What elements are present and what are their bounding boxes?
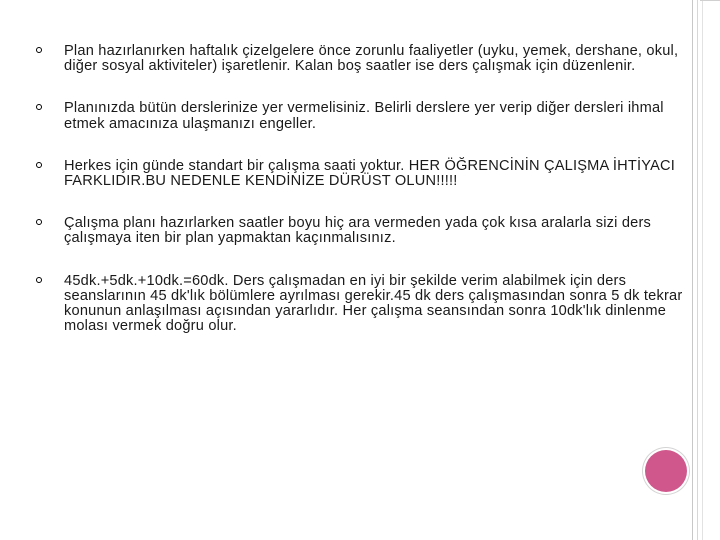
slide-frame-corner bbox=[700, 0, 720, 17]
bullet-text: Plan hazırlanırken haftalık çizelgelere önce zorunlu faaliyetler (uyku, yemek, dershane, okul, diğer sosyal aktiviteler) işaretlenir. Kalan boş saatler ise ders çalışmak için düzenlenir. bbox=[64, 43, 679, 75]
bullet-circle-icon bbox=[36, 277, 42, 283]
bullet-circle-icon bbox=[36, 219, 42, 225]
bullet-circle-icon bbox=[36, 162, 42, 168]
bullet-circle-icon bbox=[36, 47, 42, 53]
list-item bbox=[36, 274, 686, 335]
bullet-text: Planınızda bütün derslerinize yer vermelisiniz. Belirli derslere yer verip diğer dersleri ihmal etmek amacınıza ulaşmanızı engeller. bbox=[64, 100, 664, 132]
list-item bbox=[36, 159, 686, 189]
bullet-circle-icon bbox=[36, 104, 42, 110]
bullet-list bbox=[36, 44, 686, 361]
list-item bbox=[36, 44, 686, 74]
bullet-text: Çalışma planı hazırlarken saatler boyu hiç ara vermeden yada çok kısa aralarla sizi ders çalışmaya iten bir plan yapmaktan kaçınmalısınız. bbox=[64, 215, 652, 247]
bullet-text: 45dk.+5dk.+10dk.=60dk. Ders çalışmadan en iyi bir şekilde verim alabilmek için ders seanslarının 45 dk'lık bölümlere ayrılması gerekir.45 dk ders çalışmasından sonra 5 dk tekrar konunun anlaşılması açısından yararlıdır. Her çalışma seansından sonra 10dk'lık dinlenme molası vermek doğru olur. bbox=[64, 272, 683, 335]
list-item bbox=[36, 216, 686, 246]
list-item bbox=[36, 101, 686, 131]
bullet-text: Herkes için günde standart bir çalışma saati yoktur. HER ÖĞRENCİNİN ÇALIŞMA İHTİYACI FARKLIDIR.BU NEDENLE KENDİNİZE DÜRÜST OLUN!!!!! bbox=[64, 157, 676, 190]
decorative-circle-icon bbox=[645, 450, 687, 492]
